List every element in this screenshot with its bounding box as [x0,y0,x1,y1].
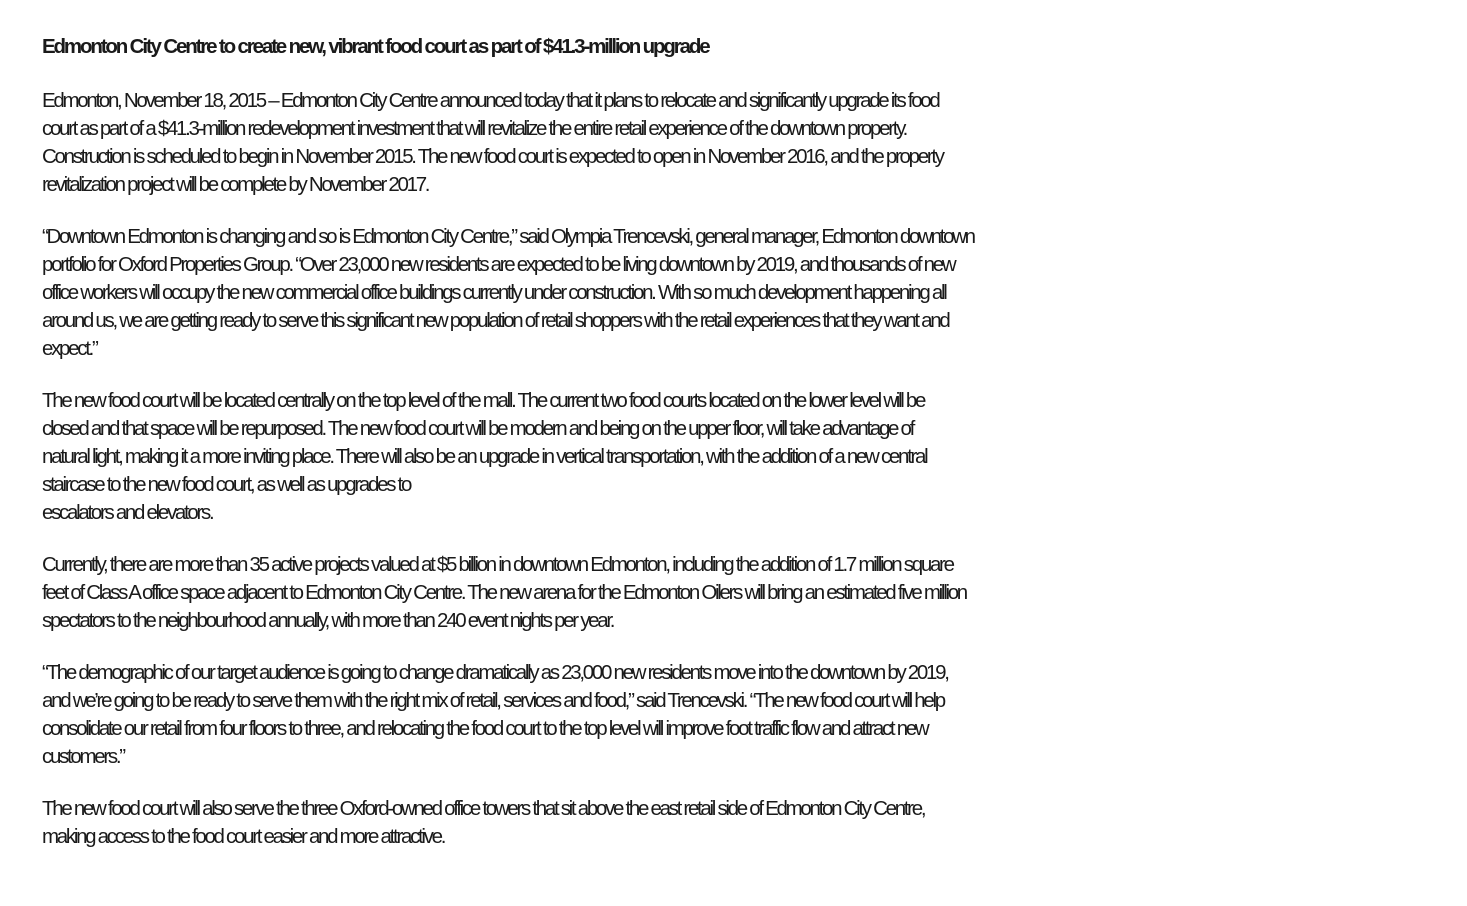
paragraph-line: staircase to the new food court, as well as upgrades to [42,473,411,496]
paragraph-line: spectators to the neighbourhood annually, with more than 240 event nights per year. [42,609,614,632]
paragraph-line: court as part of a $41.3-million redevelopment investment that will revitalize the entire retail experience of the downtown property. [42,117,906,140]
paragraph-line: office workers will occupy the new commercial office buildings currently under construction. With so much development happening all [42,281,946,304]
paragraph-line: around us, we are getting ready to serve this significant new population of retail shoppers with the retail experiences that they want and [42,309,949,332]
paragraph-line: feet of Class A office space adjacent to Edmonton City Centre. The new arena for the Edmonton Oilers will bring an estimated five million [42,581,966,604]
paragraph-line: making access to the food court easier and more attractive. [42,825,445,848]
paragraph-line: Currently, there are more than 35 active projects valued at $5 billion in downtown Edmonton, including the addition of 1.7 million square [42,553,953,576]
paragraph-line: The new food court will be located centrally on the top level of the mall. The current two food courts located on the lower level will be [42,389,925,412]
paragraph-line: closed and that space will be repurposed. The new food court will be modern and being on the upper floor, will take advantage of [42,417,914,440]
paragraph-office-towers [42,795,1442,851]
paragraph-line: natural light, making it a more inviting place. There will also be an upgrade in vertical transportation, with the addition of a new central [42,445,927,468]
paragraph-line: Edmonton, November 18, 2015 – Edmonton City Centre announced today that it plans to relocate and significantly upgrade its food [42,89,939,112]
paragraph-line: customers.” [42,745,124,768]
paragraph-announcement [42,87,1442,199]
paragraph-line: The new food court will also serve the three Oxford-owned office towers that sit above the east retail side of Edmonton City Centre, [42,797,925,820]
press-release-document [42,31,1442,851]
paragraph-line: portfolio for Oxford Properties Group. “Over 23,000 new residents are expected to be living downtown by 2019, and thousands of new [42,253,955,276]
paragraph-line: escalators and elevators. [42,501,213,524]
paragraph-quote-demographic [42,659,1442,771]
paragraph-line: consolidate our retail from four floors to three, and relocating the food court to the top level will improve foot traffic flow and attract new [42,717,928,740]
paragraph-line: “Downtown Edmonton is changing and so is Edmonton City Centre,” said Olympia Trencevski, general manager, Edmonton downtown [42,225,974,248]
headline: Edmonton City Centre to create new, vibrant food court as part of $41.3-million upgrade [42,35,709,58]
paragraph-line: expect.” [42,337,97,360]
paragraph-line: Construction is scheduled to begin in November 2015. The new food court is expected to open in November 2016, and the property [42,145,943,168]
paragraph-line: “The demographic of our target audience is going to change dramatically as 23,000 new residents move into the downtown by 2019, [42,661,948,684]
paragraph-downtown-projects [42,551,1442,635]
paragraph-quote-trencevski [42,223,1442,363]
paragraph-line: revitalization project will be complete by November 2017. [42,173,429,196]
paragraph-food-court-location [42,387,1442,527]
paragraph-line: and we’re going to be ready to serve them with the right mix of retail, services and food,” said Trencevski. “The new food court will help [42,689,944,712]
